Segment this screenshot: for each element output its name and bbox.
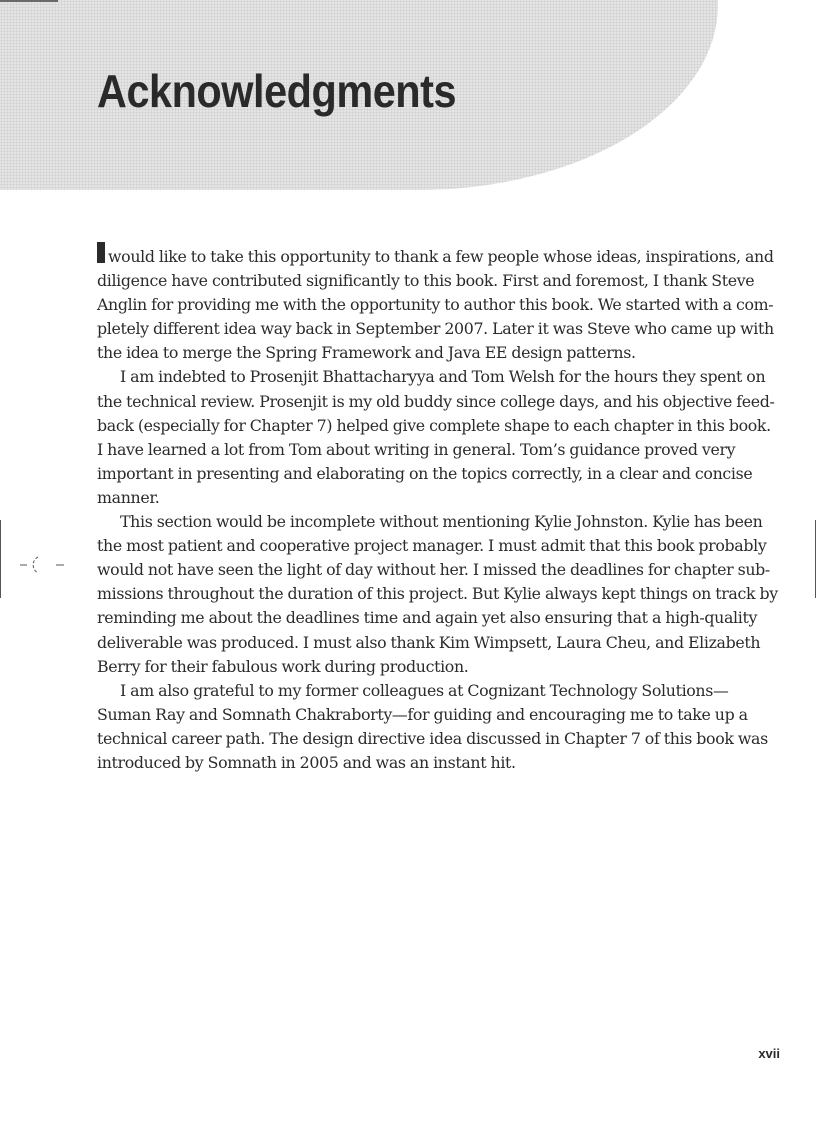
registration-mark-icon [20,550,68,580]
text-line: back (especially for Chapter 7) helped give complete shape to each chapter in this book. [97,415,771,435]
text-line: the most patient and cooperative project manager. I must admit that this book probably [97,536,767,556]
text-line: introduced by Somnath in 2005 and was an instant hit. [97,752,516,772]
text-line: the idea to merge the Spring Framework and Java EE design patterns. [97,343,636,363]
drop-cap [97,242,105,263]
paragraph [97,510,778,679]
text-line: deliverable was produced. I must also thank Kim Wimpsett, Laura Cheu, and Elizabeth [97,632,761,652]
text-line: Suman Ray and Somnath Chakraborty—for guiding and encouraging me to take up a [97,704,748,724]
text-line: I am indebted to Prosenjit Bhattacharyya and Tom Welsh for the hours they spent on [120,367,766,387]
text-line: missions throughout the duration of this project. But Kylie always kept things on track by [97,584,778,604]
text-line: Berry for their fabulous work during production. [97,656,469,676]
text-line: technical career path. The design directive idea discussed in Chapter 7 of this book was [97,728,768,748]
text-line: would not have seen the light of day without her. I missed the deadlines for chapter sub- [97,560,770,580]
body-text [97,242,778,775]
text-line: manner. [97,487,160,507]
text-line: important in presenting and elaborating on the topics correctly, in a clear and concise [97,463,753,483]
text-line: Anglin for providing me with the opportunity to author this book. We started with a com- [97,295,774,315]
text-line: diligence have contributed significantly to this book. First and foremost, I thank Steve [97,271,755,291]
text-line: This section would be incomplete without mentioning Kylie Johnston. Kylie has been [120,512,763,532]
text-line: reminding me about the deadlines time and again yet also ensuring that a high-quality [97,608,758,628]
text-line: the technical review. Prosenjit is my old buddy since college days, and his objective feed- [97,391,775,411]
text-line: I am also grateful to my former colleagues at Cognizant Technology Solutions— [120,680,729,700]
text-line: pletely different idea way back in September 2007. Later it was Steve who came up with [97,319,774,339]
text-line: would like to take this opportunity to thank a few people whose ideas, inspirations, and [97,242,717,269]
page-number: xvii [758,1046,780,1061]
crop-mark-left [0,520,1,598]
top-rule [0,0,58,2]
paragraph [97,679,768,775]
paragraph [97,365,775,510]
text-line: I have learned a lot from Tom about writing in general. Tom’s guidance proved very [97,439,736,459]
paragraph [97,242,774,365]
chapter-title: Acknowledgments [97,65,457,117]
